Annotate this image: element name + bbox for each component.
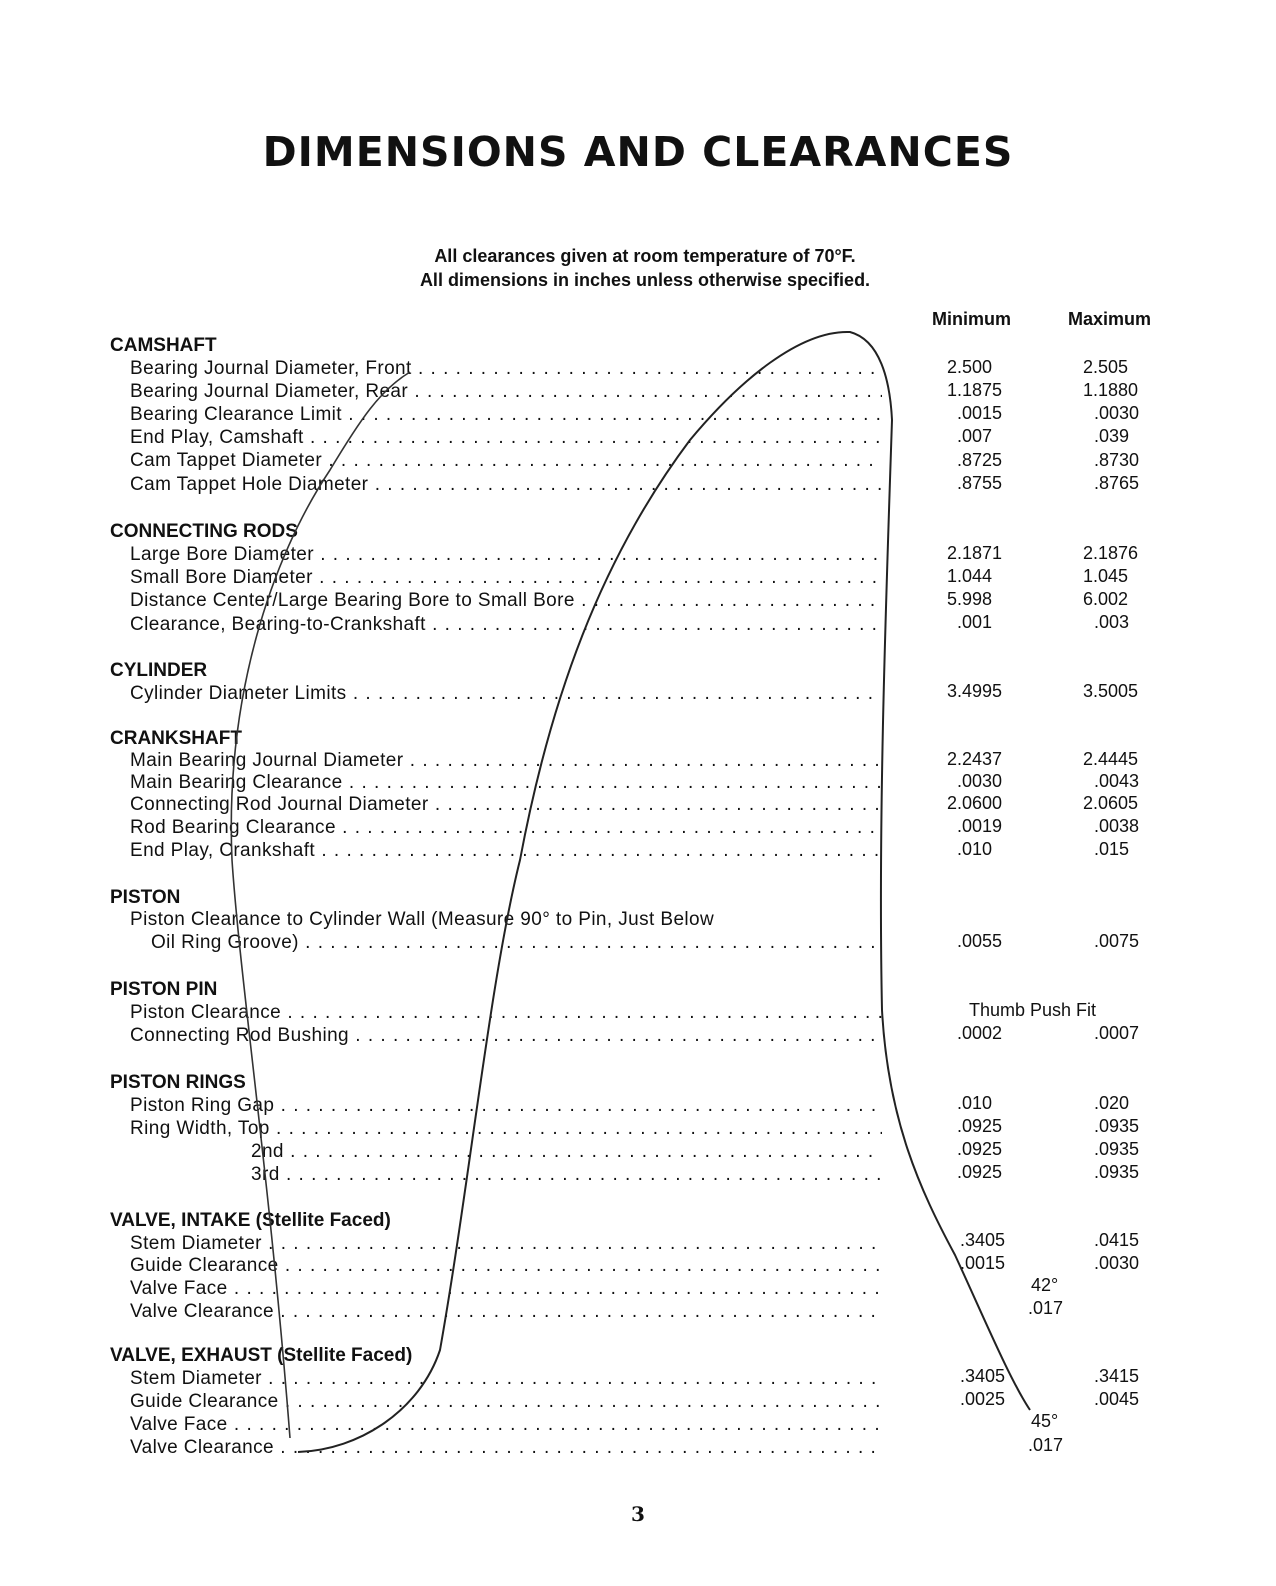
max-value: 1.045: [1083, 566, 1129, 586]
min-value: .0015: [957, 403, 1003, 423]
max-value: .015: [1094, 839, 1130, 859]
max-value: 2.0605: [1083, 793, 1139, 813]
max-value: .0935: [1094, 1162, 1140, 1182]
max-value: .0030: [1094, 403, 1140, 423]
row-label: Bearing Clearance Limit . . .: [130, 404, 882, 426]
row-label: Ring Width, Top . . .: [130, 1118, 882, 1140]
section-heading-piston-rings: PISTON RINGS: [110, 1072, 246, 1093]
page-title: DIMENSIONS AND CLEARANCES: [262, 128, 1014, 176]
row-label: Cam Tappet Diameter . . .: [130, 450, 882, 472]
row-label: Cam Tappet Hole Diameter . . .: [130, 474, 882, 496]
min-value: 3.4995: [947, 681, 1003, 701]
row-label: Clearance, Bearing-to-Crankshaft . . .: [130, 614, 882, 636]
section-heading-camshaft: CAMSHAFT: [110, 335, 217, 356]
angle-value: 42°: [1031, 1275, 1059, 1295]
min-value: .0925: [957, 1162, 1003, 1182]
row-label: Rod Bearing Clearance . . .: [130, 817, 882, 839]
max-value: .003: [1094, 612, 1130, 632]
max-value: .0030: [1094, 1253, 1140, 1273]
units-note: All dimensions in inches unless otherwise specified.: [419, 270, 871, 290]
max-value: .8730: [1094, 450, 1140, 470]
max-value: .020: [1094, 1093, 1130, 1113]
section-heading-crankshaft: CRANKSHAFT: [110, 728, 242, 749]
row-label: Bearing Journal Diameter, Rear . . .: [130, 381, 882, 403]
max-value: .0045: [1094, 1389, 1140, 1409]
row-label: Connecting Rod Journal Diameter . . .: [130, 794, 882, 816]
row-label: Connecting Rod Bushing . . .: [130, 1025, 882, 1047]
min-value: .010: [957, 1093, 993, 1113]
max-value: 2.1876: [1083, 543, 1139, 563]
row-label: Piston Clearance to Cylinder Wall (Measure 90° to Pin, Just Below: [130, 909, 715, 930]
min-value: .0030: [957, 771, 1003, 791]
row-label: End Play, Crankshaft . . .: [130, 840, 882, 862]
max-value: .8765: [1094, 473, 1140, 493]
row-label: Cylinder Diameter Limits . . .: [130, 683, 882, 705]
row-label: Guide Clearance . . .: [130, 1391, 882, 1413]
min-value: .0025: [960, 1389, 1006, 1409]
row-label: Main Bearing Journal Diameter . . .: [130, 750, 882, 772]
section-heading-connecting-rods: CONNECTING RODS: [110, 521, 298, 542]
row-label: Valve Face . . .: [130, 1414, 882, 1436]
max-value: .0935: [1094, 1139, 1140, 1159]
max-value: .0038: [1094, 816, 1140, 836]
row-label: Bearing Journal Diameter, Front . . .: [130, 358, 882, 380]
min-value: .0055: [957, 931, 1003, 951]
row-label: Small Bore Diameter . . .: [130, 567, 882, 589]
max-value: 6.002: [1083, 589, 1129, 609]
angle-value: 45°: [1031, 1411, 1059, 1431]
clearance-value: .017: [1028, 1435, 1064, 1455]
row-label: Valve Face . . .: [130, 1278, 882, 1300]
min-value: 5.998: [947, 589, 993, 609]
min-value: 2.1871: [947, 543, 1003, 563]
row-label: End Play, Camshaft . . .: [130, 427, 882, 449]
row-label: Piston Clearance . . .: [130, 1002, 882, 1024]
row-label: Valve Clearance . . .: [130, 1301, 882, 1323]
max-value: .0415: [1094, 1230, 1140, 1250]
min-value: .001: [957, 612, 993, 632]
max-value: 3.5005: [1083, 681, 1139, 701]
min-value: .3405: [960, 1366, 1006, 1386]
max-value: 2.4445: [1083, 749, 1139, 769]
min-value: .007: [957, 426, 993, 446]
min-value: 2.500: [947, 357, 993, 377]
row-label: Main Bearing Clearance . . .: [130, 772, 882, 794]
row-label: Stem Diameter . . .: [130, 1368, 882, 1390]
temperature-note: All clearances given at room temperature of 70°F.: [434, 246, 856, 266]
row-label: Piston Ring Gap . . .: [130, 1095, 882, 1117]
section-heading-piston-pin: PISTON PIN: [110, 979, 218, 1000]
row-label: Stem Diameter . . .: [130, 1233, 882, 1255]
page-number: 3: [631, 1502, 645, 1526]
max-value: .0007: [1094, 1023, 1140, 1043]
row-label: Large Bore Diameter . . .: [130, 544, 882, 566]
fit-value: Thumb Push Fit: [969, 1000, 1097, 1020]
section-heading-valve-exhaust: VALVE, EXHAUST (Stellite Faced): [110, 1345, 413, 1366]
row-label: Guide Clearance . . .: [130, 1255, 882, 1277]
max-value: .3415: [1094, 1366, 1140, 1386]
row-label: 3rd . . .: [251, 1164, 882, 1186]
max-value: 2.505: [1083, 357, 1129, 377]
min-value: .0015: [960, 1253, 1006, 1273]
minimum-column-header: Minimum: [932, 309, 1011, 329]
clearance-value: .017: [1028, 1298, 1064, 1318]
max-value: .0075: [1094, 931, 1140, 951]
max-value: .039: [1094, 426, 1130, 446]
min-value: 2.0600: [947, 793, 1003, 813]
section-heading-cylinder: CYLINDER: [110, 660, 208, 681]
max-value: .0043: [1094, 771, 1140, 791]
min-value: .8725: [957, 450, 1003, 470]
maximum-column-header: Maximum: [1068, 309, 1152, 329]
min-value: 2.2437: [947, 749, 1003, 769]
row-label: Distance Center/Large Bearing Bore to Small Bore . . .: [130, 590, 882, 612]
row-label: Oil Ring Groove) . . .: [151, 932, 882, 954]
section-heading-piston: PISTON: [110, 887, 181, 908]
min-value: .0925: [957, 1116, 1003, 1136]
min-value: .010: [957, 839, 993, 859]
min-value: .0019: [957, 816, 1003, 836]
min-value: .0925: [957, 1139, 1003, 1159]
row-label: 2nd . . .: [251, 1141, 882, 1163]
min-value: 1.1875: [947, 380, 1003, 400]
section-heading-valve-intake: VALVE, INTAKE (Stellite Faced): [110, 1210, 391, 1231]
max-value: .0935: [1094, 1116, 1140, 1136]
row-label: Valve Clearance . . .: [130, 1437, 882, 1459]
max-value: 1.1880: [1083, 380, 1139, 400]
min-value: 1.044: [947, 566, 993, 586]
min-value: .8755: [957, 473, 1003, 493]
min-value: .3405: [960, 1230, 1006, 1250]
min-value: .0002: [957, 1023, 1003, 1043]
